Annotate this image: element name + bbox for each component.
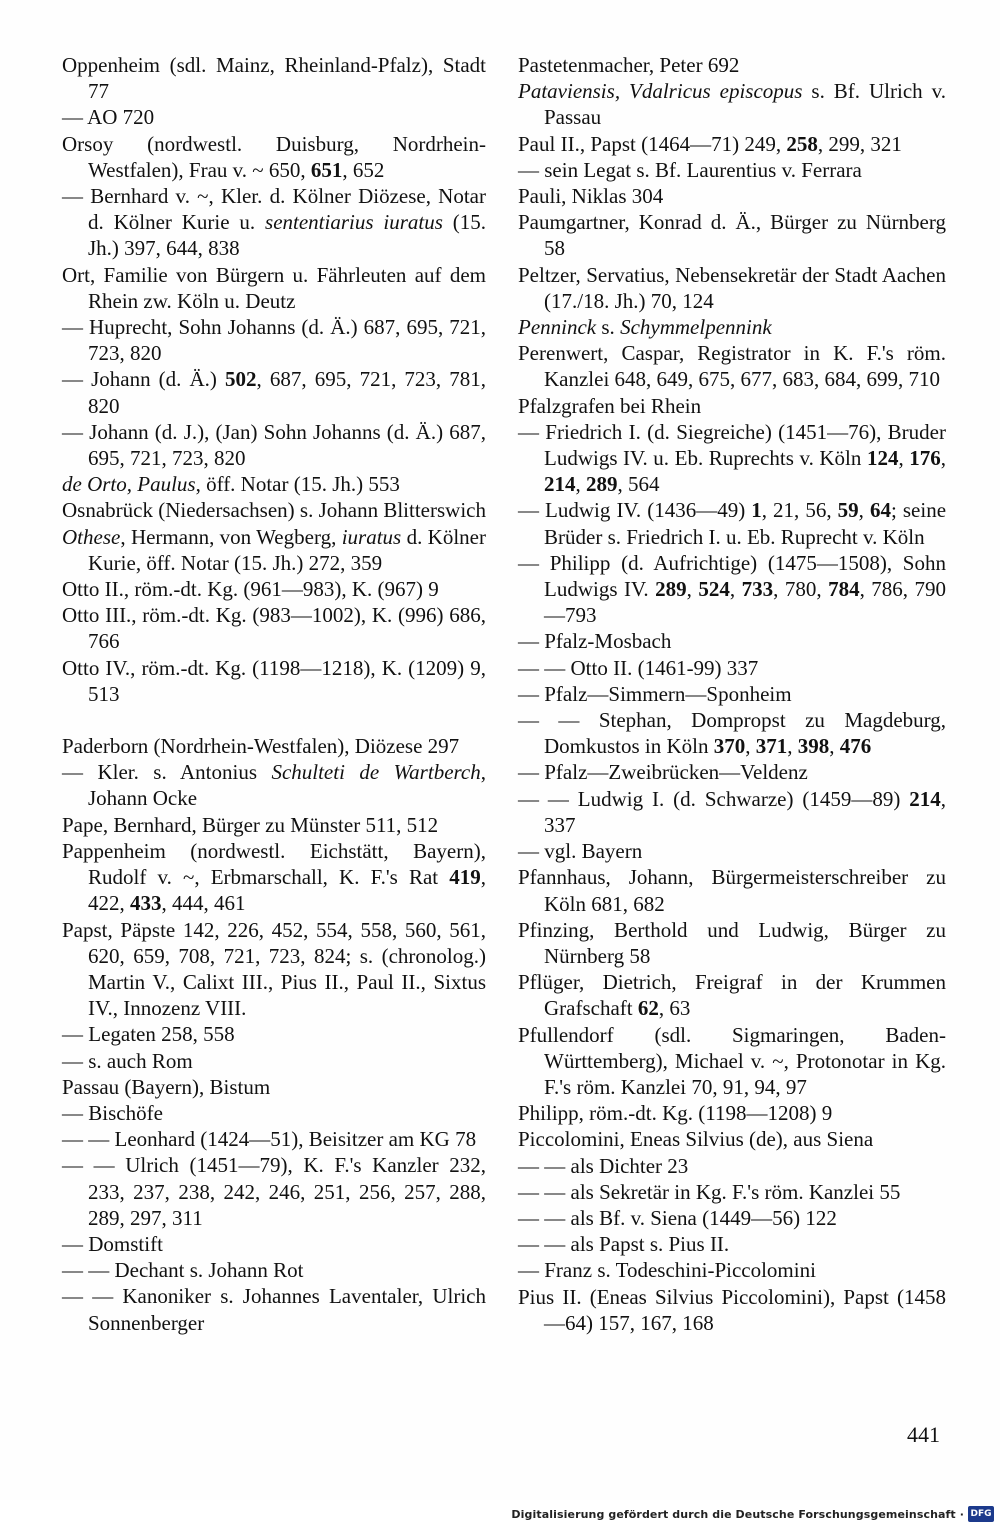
index-entry: Paderborn (Nordrhein-Westfalen), Diözese 297 [62, 734, 460, 759]
dfg-logo: DFG [968, 1506, 994, 1522]
index-entry: Ort, Familie von Bürgern u. Fährleuten auf dem Rhein zw. Köln u. Deutz [62, 262, 486, 313]
index-entry: Paul II., Papst (1464—71) 249, 258, 299, 321 [518, 131, 902, 156]
index-entry: Papst, Päpste 142, 226, 452, 554, 558, 560, 561, 620, 659, 708, 721, 723, 824; s. (chronolog.) Martin V., Calixt III., Pius II., Paul II., Sixtus IV., Innozenz VIII. [62, 917, 486, 1021]
index-entry: — Ludwig IV. (1436—49) 1, 21, 56, 59, 64; seine Brüder s. Friedrich I. u. Eb. Ruprecht v. Köln [518, 498, 947, 549]
index-entry: Pataviensis, Vdalricus episcopus s. Bf. Ulrich v. Passau [518, 79, 946, 130]
index-entry: Pape, Bernhard, Bürger zu Münster 511, 512 [62, 812, 439, 837]
index-entry: — Pfalz—Zweibrücken—Veldenz [518, 760, 808, 785]
index-entry: — — Leonhard (1424—51), Beisitzer am KG 78 [62, 1127, 477, 1152]
index-entry: — sein Legat s. Bf. Laurentius v. Ferrara [518, 157, 862, 182]
index-entry: Penninck s. Schymmelpennink [518, 315, 772, 340]
index-entry: — — als Bf. v. Siena (1449—56) 122 [518, 1205, 837, 1230]
index-entry: — vgl. Bayern [518, 839, 643, 864]
index-entry: Oppenheim (sdl. Mainz, Rheinland-Pfalz), Stadt 77 [62, 53, 486, 104]
index-entry: — — Ludwig I. (d. Schwarze) (1459—89) 214, 337 [518, 786, 946, 837]
index-entry: Pauli, Niklas 304 [518, 184, 664, 209]
index-column-left [62, 52, 486, 1336]
index-entry: — Johann (d. Ä.) 502, 687, 695, 721, 723, 781, 820 [62, 367, 486, 418]
index-entry: Peltzer, Servatius, Nebensekretär der Stadt Aachen (17./18. Jh.) 70, 124 [518, 262, 946, 313]
index-entry: — — Kanoniker s. Johannes Laventaler, Ulrich Sonnenberger [62, 1284, 486, 1335]
index-entry: de Orto, Paulus, öff. Notar (15. Jh.) 553 [62, 472, 400, 497]
index-entry: — — Ulrich (1451—79), K. F.'s Kanzler 232, 233, 237, 238, 242, 246, 251, 256, 257, 288, 289, 297, 311 [62, 1153, 486, 1230]
index-entry: Orsoy (nordwestl. Duisburg, Nordrhein-Westfalen), Frau v. ~ 650, 651, 652 [62, 131, 486, 182]
index-entry: Pius II. (Eneas Silvius Piccolomini), Papst (1458—64) 157, 167, 168 [518, 1284, 946, 1335]
index-entry: — Friedrich I. (d. Siegreiche) (1451—76), Bruder Ludwigs IV. u. Eb. Ruprechts v. Köln 124, 176, 214, 289, 564 [518, 419, 946, 497]
index-entry: Othese, Hermann, von Wegberg, iuratus d. Kölner Kurie, öff. Notar (15. Jh.) 272, 359 [62, 524, 486, 575]
index-entry: Pastetenmacher, Peter 692 [518, 53, 740, 77]
index-entry: — Bischöfe [62, 1100, 163, 1125]
index-entry: — s. auch Rom [62, 1048, 193, 1073]
index-entry: — — Otto II. (1461-99) 337 [518, 655, 759, 680]
index-entry: Philipp, röm.-dt. Kg. (1198—1208) 9 [518, 1101, 833, 1126]
index-entry: Passau (Bayern), Bistum [62, 1074, 271, 1099]
index-entry: — — als Papst s. Pius II. [518, 1232, 730, 1257]
digitization-footer [0, 1500, 1000, 1532]
index-entry: — Kler. s. Antonius Schulteti de Wartberch, Johann Ocke [62, 760, 486, 811]
page-number: 441 [907, 1422, 940, 1447]
index-entry: Pappenheim (nordwestl. Eichstätt, Bayern), Rudolf v. ~, Erbmarschall, K. F.'s Rat 419, 422, 433, 444, 461 [62, 838, 486, 916]
index-entry: Otto IV., röm.-dt. Kg. (1198—1218), K. (1209) 9, 513 [62, 655, 486, 706]
index-entry: Pfalzgrafen bei Rhein [518, 393, 702, 418]
index-entry: Pfullendorf (sdl. Sigmaringen, Baden-Württemberg), Michael v. ~, Protonotar in Kg. F.'s röm. Kanzlei 70, 91, 94, 97 [518, 1022, 946, 1099]
index-entry: — Pfalz-Mosbach [518, 629, 672, 654]
index-entry: Otto II., röm.-dt. Kg. (961—983), K. (967) 9 [62, 577, 439, 602]
index-entry: Osnabrück (Niedersachsen) s. Johann Blitterswich [62, 498, 486, 523]
index-entry: — Philipp (d. Aufrichtige) (1475—1508), Sohn Ludwigs IV. 289, 524, 733, 780, 784, 786, 790—793 [518, 550, 947, 628]
index-entry: — — als Sekretär in Kg. F.'s röm. Kanzlei 55 [518, 1179, 901, 1204]
index-entry: Otto III., röm.-dt. Kg. (983—1002), K. (996) 686, 766 [62, 603, 486, 654]
index-entry: Pfinzing, Berthold und Ludwig, Bürger zu Nürnberg 58 [518, 917, 946, 968]
index-entry: — Domstift [62, 1231, 163, 1256]
index-entry: — AO 720 [62, 105, 155, 130]
index-entry: Perenwert, Caspar, Registrator in K. F.'s röm. Kanzlei 648, 649, 675, 677, 683, 684, 699, 710 [518, 341, 946, 392]
index-entry: — — Stephan, Dompropst zu Magdeburg, Domkustos in Köln 370, 371, 398, 476 [518, 708, 946, 759]
index-entry: Paumgartner, Konrad d. Ä., Bürger zu Nürnberg 58 [518, 210, 946, 261]
index-entry: — Bernhard v. ~, Kler. d. Kölner Diözese, Notar d. Kölner Kurie u. sententiarius iuratus (15. Jh.) 397, 644, 838 [62, 184, 486, 261]
index-entry: — Franz s. Todeschini-Piccolomini [518, 1258, 816, 1283]
index-entry: — — als Dichter 23 [518, 1153, 689, 1178]
index-column-right [518, 52, 946, 1336]
index-entry: Pflüger, Dietrich, Freigraf in der Krummen Grafschaft 62, 63 [518, 970, 946, 1021]
index-entry: — Huprecht, Sohn Johanns (d. Ä.) 687, 695, 721, 723, 820 [62, 315, 486, 366]
index-entry: — Pfalz—Simmern—Sponheim [518, 681, 792, 706]
index-entry: Pfannhaus, Johann, Bürgermeisterschreiber zu Köln 681, 682 [518, 865, 946, 916]
index-entry: Piccolomini, Eneas Silvius (de), aus Siena [518, 1127, 874, 1152]
index-entry: — — Dechant s. Johann Rot [62, 1258, 304, 1283]
index-entry: — Legaten 258, 558 [62, 1022, 235, 1047]
footer-credit: Digitalisierung gefördert durch die Deutsche Forschungsgemeinschaft · [511, 1508, 964, 1521]
index-entry: — Johann (d. J.), (Jan) Sohn Johanns (d. Ä.) 687, 695, 721, 723, 820 [62, 419, 486, 471]
